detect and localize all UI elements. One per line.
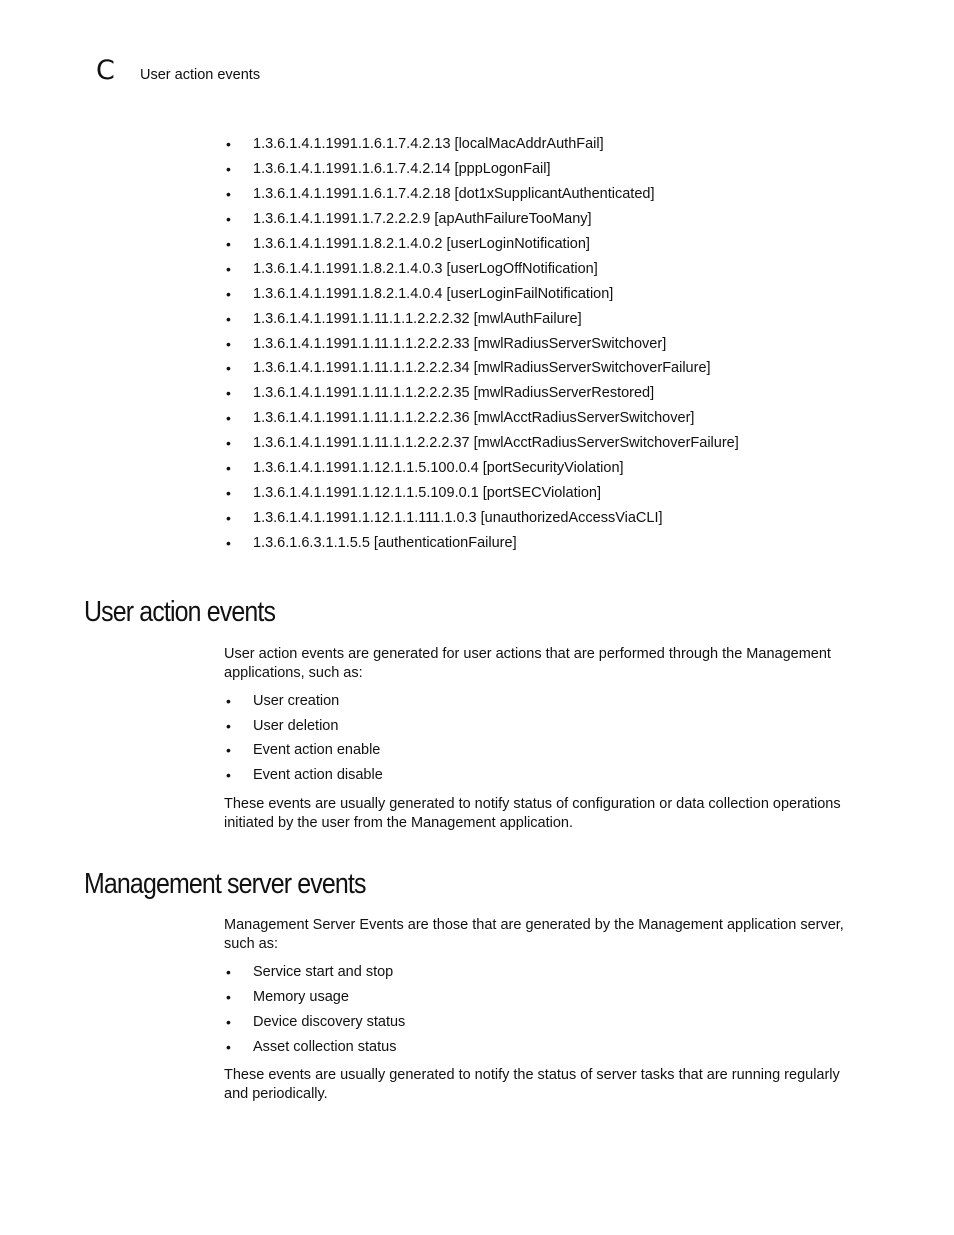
bullet-icon: •	[226, 1038, 231, 1055]
bullet-icon: •	[226, 767, 231, 784]
list-item	[224, 533, 739, 558]
list-item	[224, 433, 739, 458]
list-item-text: 1.3.6.1.4.1.1991.1.12.1.1.5.100.0.4 [portSecurityViolation]	[253, 460, 624, 477]
list-item	[224, 765, 383, 790]
list-item	[224, 284, 739, 309]
list-item-text: 1.3.6.1.4.1.1991.1.8.2.1.4.0.3 [userLogOffNotification]	[253, 260, 598, 277]
list-item-text: User deletion	[253, 717, 339, 734]
bullet-icon: •	[226, 510, 231, 527]
list-item	[224, 259, 739, 284]
bullet-icon: •	[226, 460, 231, 477]
list-item	[224, 1012, 405, 1037]
bullet-icon: •	[226, 742, 231, 759]
bullet-icon: •	[226, 235, 231, 252]
bullet-icon: •	[226, 410, 231, 427]
list-item-text: 1.3.6.1.4.1.1991.1.7.2.2.2.9 [apAuthFailureTooMany]	[253, 210, 592, 227]
list-item	[224, 334, 739, 359]
bullet-icon: •	[226, 160, 231, 177]
bullet-icon: •	[226, 360, 231, 377]
list-item-text: 1.3.6.1.4.1.1991.1.12.1.1.111.1.0.3 [unauthorizedAccessViaCLI]	[253, 510, 663, 527]
list-item	[224, 134, 739, 159]
list-item-text: 1.3.6.1.4.1.1991.1.8.2.1.4.0.4 [userLoginFailNotification]	[253, 285, 614, 302]
bullet-icon: •	[226, 335, 231, 352]
list-item	[224, 458, 739, 483]
list-item	[224, 209, 739, 234]
list-item-text: Event action disable	[253, 767, 383, 784]
bullet-icon: •	[226, 485, 231, 502]
list-item-text: 1.3.6.1.4.1.1991.1.11.1.1.2.2.2.32 [mwlAuthFailure]	[253, 310, 582, 327]
list-item	[224, 383, 739, 408]
chapter-letter: C	[96, 55, 114, 86]
list-item-text: Service start and stop	[253, 964, 394, 980]
list-item	[224, 184, 739, 209]
bullet-icon: •	[226, 210, 231, 227]
management-server-events-heading: Management server events	[84, 868, 366, 900]
running-section-title: User action events	[140, 67, 261, 83]
bullet-icon: •	[226, 385, 231, 402]
management-server-list	[224, 962, 405, 1062]
list-item	[224, 962, 405, 987]
list-item	[224, 691, 383, 716]
list-item-text: Event action enable	[253, 742, 381, 759]
user-action-intro: User action events are generated for user actions that are performed through the Management applications, such as:	[224, 646, 831, 681]
bullet-icon: •	[226, 310, 231, 327]
bullet-icon: •	[226, 136, 231, 152]
list-item-text: 1.3.6.1.4.1.1991.1.11.1.1.2.2.2.34 [mwlRadiusServerSwitchoverFailure]	[253, 360, 711, 377]
bullet-icon: •	[226, 717, 231, 734]
bullet-icon: •	[226, 693, 231, 709]
bullet-icon: •	[226, 260, 231, 277]
list-item-text: 1.3.6.1.4.1.1991.1.11.1.1.2.2.2.35 [mwlRadiusServerRestored]	[253, 385, 655, 402]
management-server-intro: Management Server Events are those that are generated by the Management application server, such as:	[224, 917, 844, 952]
list-item	[224, 508, 739, 533]
page-header	[96, 56, 260, 86]
user-action-outro: These events are usually generated to notify status of configuration or data collection operations initiated by the user from the Management application.	[224, 796, 841, 831]
list-item	[224, 408, 739, 433]
management-server-outro: These events are usually generated to notify the status of server tasks that are running regularly and periodically.	[224, 1067, 840, 1102]
bullet-icon: •	[226, 435, 231, 452]
bullet-icon: •	[226, 185, 231, 202]
list-item-text: Device discovery status	[253, 1013, 406, 1030]
bullet-icon: •	[226, 964, 231, 980]
list-item-text: 1.3.6.1.4.1.1991.1.6.1.7.4.2.18 [dot1xSupplicantAuthenticated]	[253, 185, 655, 202]
list-item-text: Asset collection status	[253, 1038, 397, 1055]
list-item	[224, 309, 739, 334]
bullet-icon: •	[226, 1013, 231, 1030]
list-item	[224, 740, 383, 765]
list-item-text: 1.3.6.1.6.3.1.1.5.5 [authenticationFailure]	[253, 535, 517, 551]
list-item-text: 1.3.6.1.4.1.1991.1.11.1.1.2.2.2.37 [mwlAcctRadiusServerSwitchoverFailure]	[253, 435, 739, 452]
list-item	[224, 234, 739, 259]
list-item-text: 1.3.6.1.4.1.1991.1.12.1.1.5.109.0.1 [portSECViolation]	[253, 485, 601, 502]
user-action-list	[224, 691, 383, 790]
list-item	[224, 716, 383, 741]
list-item-text: Memory usage	[253, 988, 349, 1005]
list-item	[224, 483, 739, 508]
oid-trap-list	[224, 134, 739, 558]
bullet-icon: •	[226, 285, 231, 302]
list-item-text: 1.3.6.1.4.1.1991.1.6.1.7.4.2.14 [pppLogonFail]	[253, 160, 551, 177]
list-item-text: 1.3.6.1.4.1.1991.1.6.1.7.4.2.13 [localMacAddrAuthFail]	[253, 136, 604, 152]
list-item-text: 1.3.6.1.4.1.1991.1.11.1.1.2.2.2.33 [mwlRadiusServerSwitchover]	[253, 335, 667, 352]
bullet-icon: •	[226, 988, 231, 1005]
list-item	[224, 358, 739, 383]
list-item	[224, 1037, 405, 1062]
list-item	[224, 159, 739, 184]
list-item-text: 1.3.6.1.4.1.1991.1.11.1.1.2.2.2.36 [mwlAcctRadiusServerSwitchover]	[253, 410, 695, 427]
list-item-text: 1.3.6.1.4.1.1991.1.8.2.1.4.0.2 [userLoginNotification]	[253, 235, 590, 252]
list-item-text: User creation	[253, 693, 340, 709]
list-item	[224, 987, 405, 1012]
bullet-icon: •	[226, 535, 231, 551]
user-action-events-heading: User action events	[84, 596, 276, 628]
